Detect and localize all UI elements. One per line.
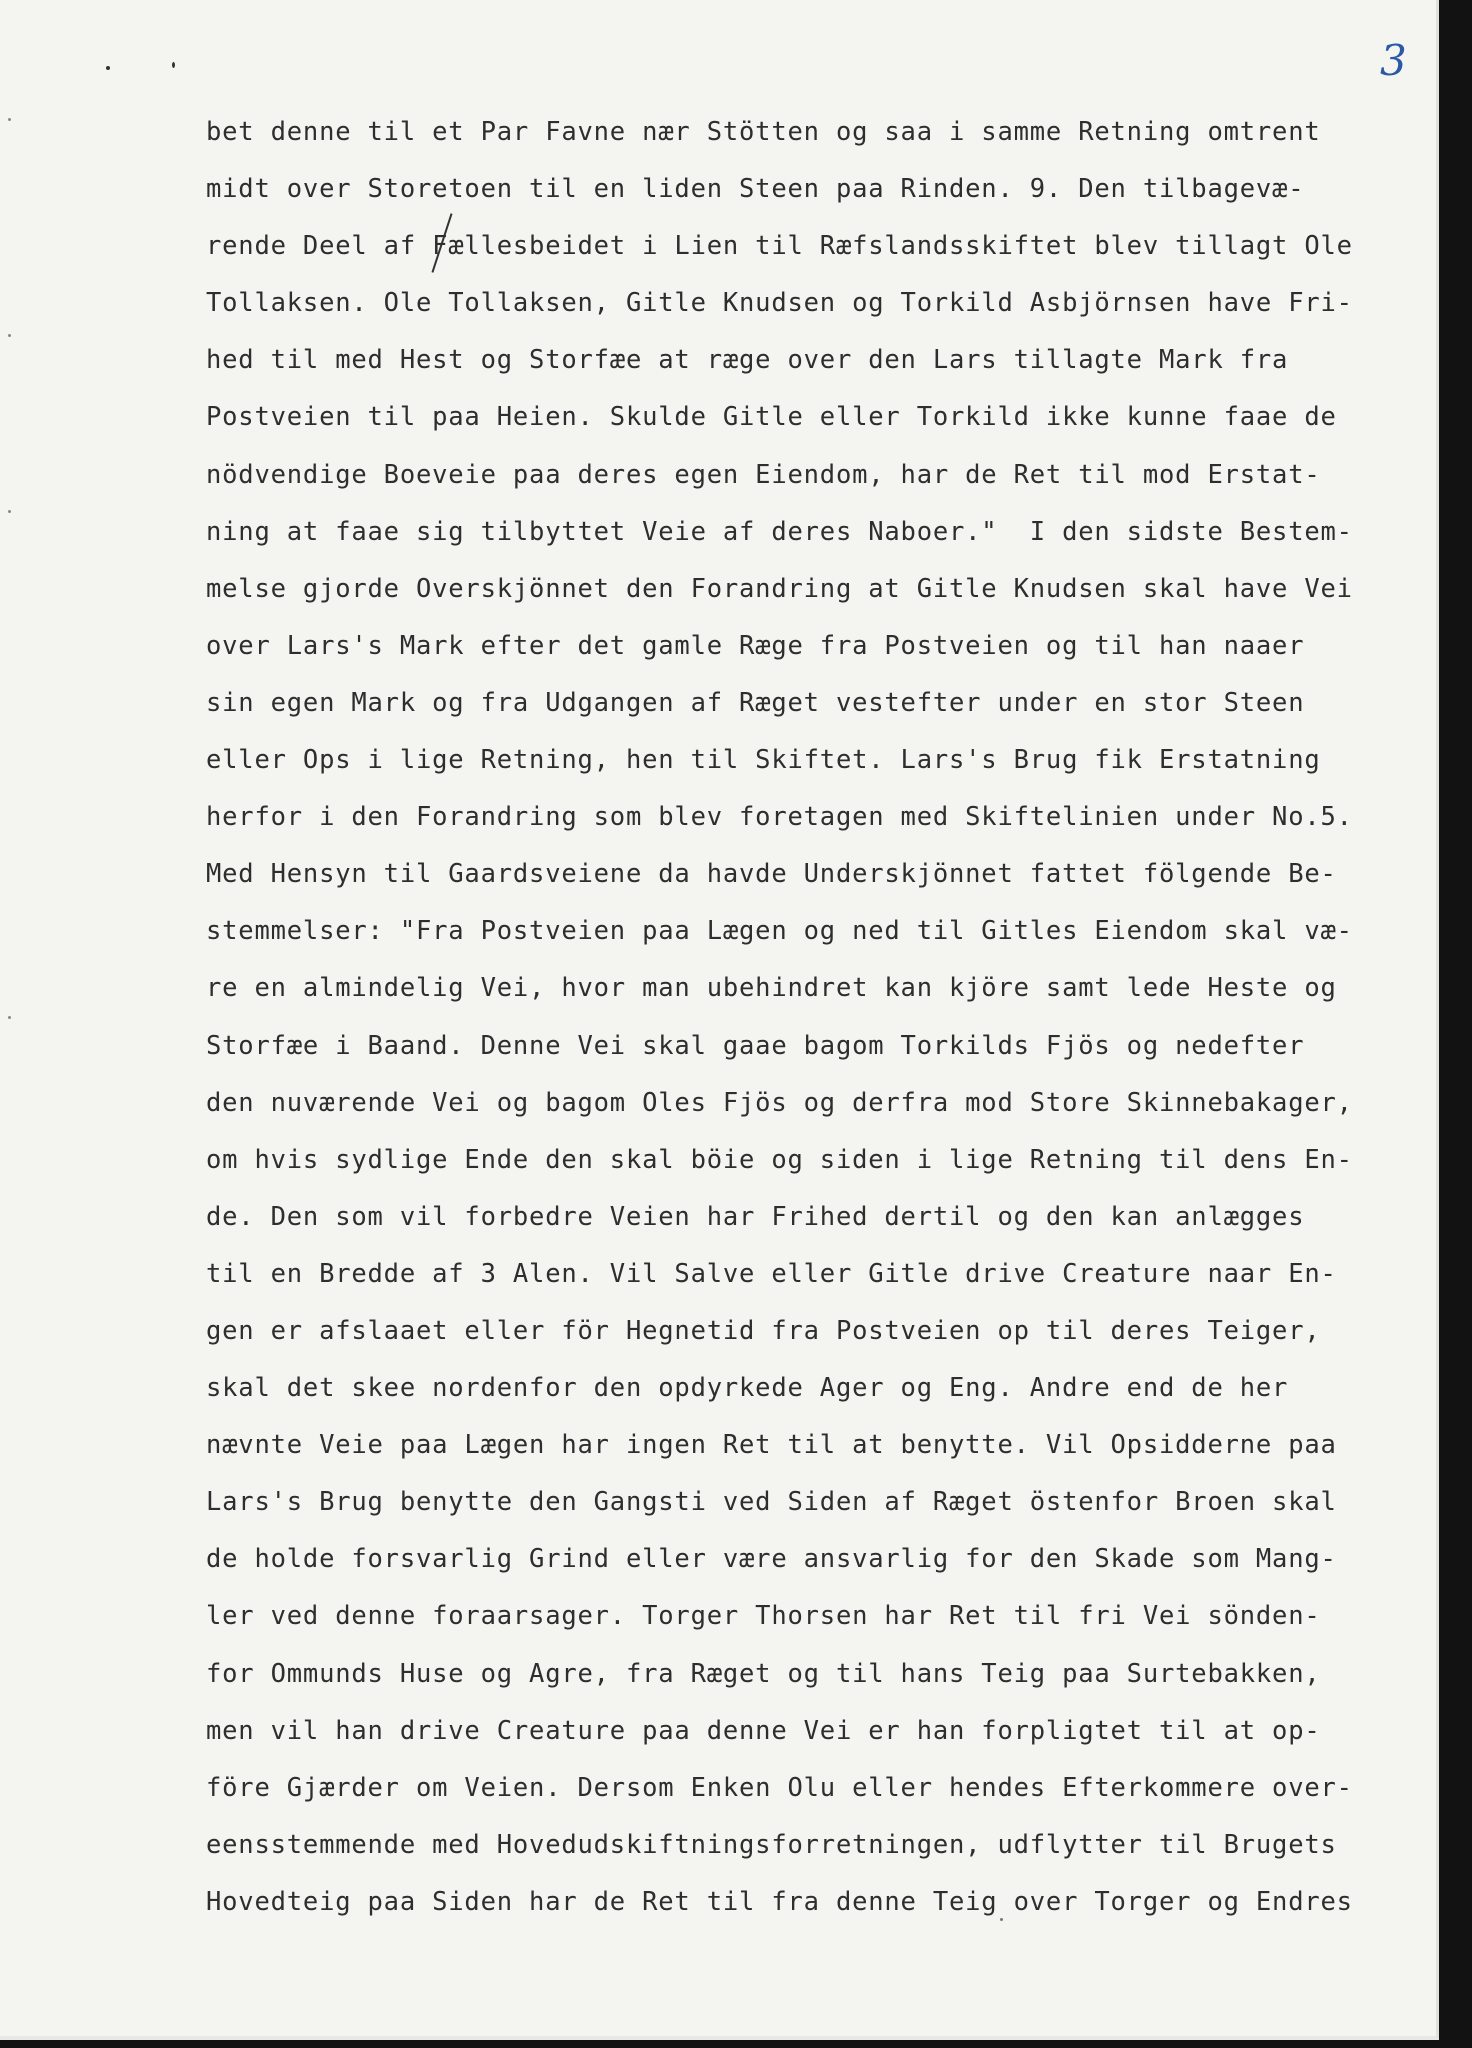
text-line: for Ommunds Huse og Agre, fra Ræget og til hans Teig paa Surtebakken, [206,1658,1321,1689]
text-line: eller Ops i lige Retning, hen til Skiftet. Lars's Brug fik Erstatning [206,745,1321,776]
text-line: de holde forsvarlig Grind eller være ansvarlig for den Skade som Mang- [206,1544,1337,1575]
text-line: Postveien til paa Heien. Skulde Gitle eller Torkild ikke kunne faae de [206,402,1337,433]
margin-dot [8,1016,11,1019]
scan-speck [1000,1918,1003,1921]
text-line: om hvis sydlige Ende den skal böie og siden i lige Retning til dens En- [206,1144,1353,1175]
typewritten-text [206,104,1416,1931]
text-line: eensstemmende med Hovedudskiftningsforretningen, udflytter til Brugets [206,1829,1337,1860]
text-line: skal det skee nordenfor den opdyrkede Ager og Eng. Andre end de her [206,1373,1289,1404]
text-line: til en Bredde af 3 Alen. Vil Salve eller Gitle drive Creature naar En- [206,1258,1337,1289]
text-line: over Lars's Mark efter det gamle Ræge fra Postveien og til han naaer [206,630,1305,661]
text-line: midt over Storetoen til en liden Steen paa Rinden. 9. Den tilbagevæ- [206,174,1305,205]
text-line: herfor i den Forandring som blev foretagen med Skiftelinien under No.5. [206,802,1353,833]
corner-mark-left [106,66,110,70]
page-number: 3 [1380,36,1407,85]
text-line: re en almindelig Vei, hvor man ubehindret kan kjöre samt lede Heste og [206,973,1337,1004]
text-line: nævnte Veie paa Lægen har ingen Ret til at benytte. Vil Opsidderne paa [206,1430,1337,1461]
text-line: bet denne til et Par Favne nær Stötten og saa i samme Retning omtrent [206,117,1321,147]
margin-dot [8,334,11,337]
text-line: Lars's Brug benytte den Gangsti ved Siden af Ræget östenfor Broen skal [206,1487,1337,1518]
text-line: före Gjærder om Veien. Dersom Enken Olu eller hendes Efterkommere over- [206,1772,1353,1803]
text-line: sin egen Mark og fra Udgangen af Ræget vestefter under en stor Steen [206,687,1305,718]
text-line: hed til med Hest og Storfæe at ræge over den Lars tillagte Mark fra [206,345,1289,376]
text-line: den nuværende Vei og bagom Oles Fjös og derfra mod Store Skinnebakager, [206,1087,1353,1118]
text-line: Med Hensyn til Gaardsveiene da havde Underskjönnet fattet fölgende Be- [206,859,1337,890]
text-line: Storfæe i Baand. Denne Vei skal gaae bagom Torkilds Fjös og nedefter [206,1030,1305,1061]
text-line: Tollaksen. Ole Tollaksen, Gitle Knudsen og Torkild Asbjörnsen have Fri- [206,288,1353,319]
text-line: stemmelser: "Fra Postveien paa Lægen og ned til Gitles Eiendom skal væ- [206,916,1353,947]
margin-dot [8,118,11,121]
text-line: nödvendige Boeveie paa deres egen Eiendom, har de Ret til mod Erstat- [206,459,1321,490]
text-line: men vil han drive Creature paa denne Vei er han forpligtet til at op- [206,1715,1321,1746]
text-line: gen er afslaaet eller för Hegnetid fra Postveien op til deres Teiger, [206,1315,1321,1346]
text-line: ning at faae sig tilbyttet Veie af deres Naboer." I den sidste Bestem- [206,516,1353,547]
text-line: rende Deel af Fællesbeidet i Lien til Ræfslandsskiftet blev tillagt Ole [206,231,1353,262]
text-line: melse gjorde Overskjönnet den Forandring at Gitle Knudsen skal have Vei [206,573,1353,604]
margin-dot [8,510,11,513]
text-line: Hovedteig paa Siden har de Ret til fra denne Teig over Torger og Endres [206,1886,1353,1917]
text-line: de. Den som vil forbedre Veien har Frihed dertil og den kan anlægges [206,1201,1305,1232]
corner-mark-right [172,62,175,68]
text-line: ler ved denne foraarsager. Torger Thorsen har Ret til fri Vei sönden- [206,1601,1321,1632]
